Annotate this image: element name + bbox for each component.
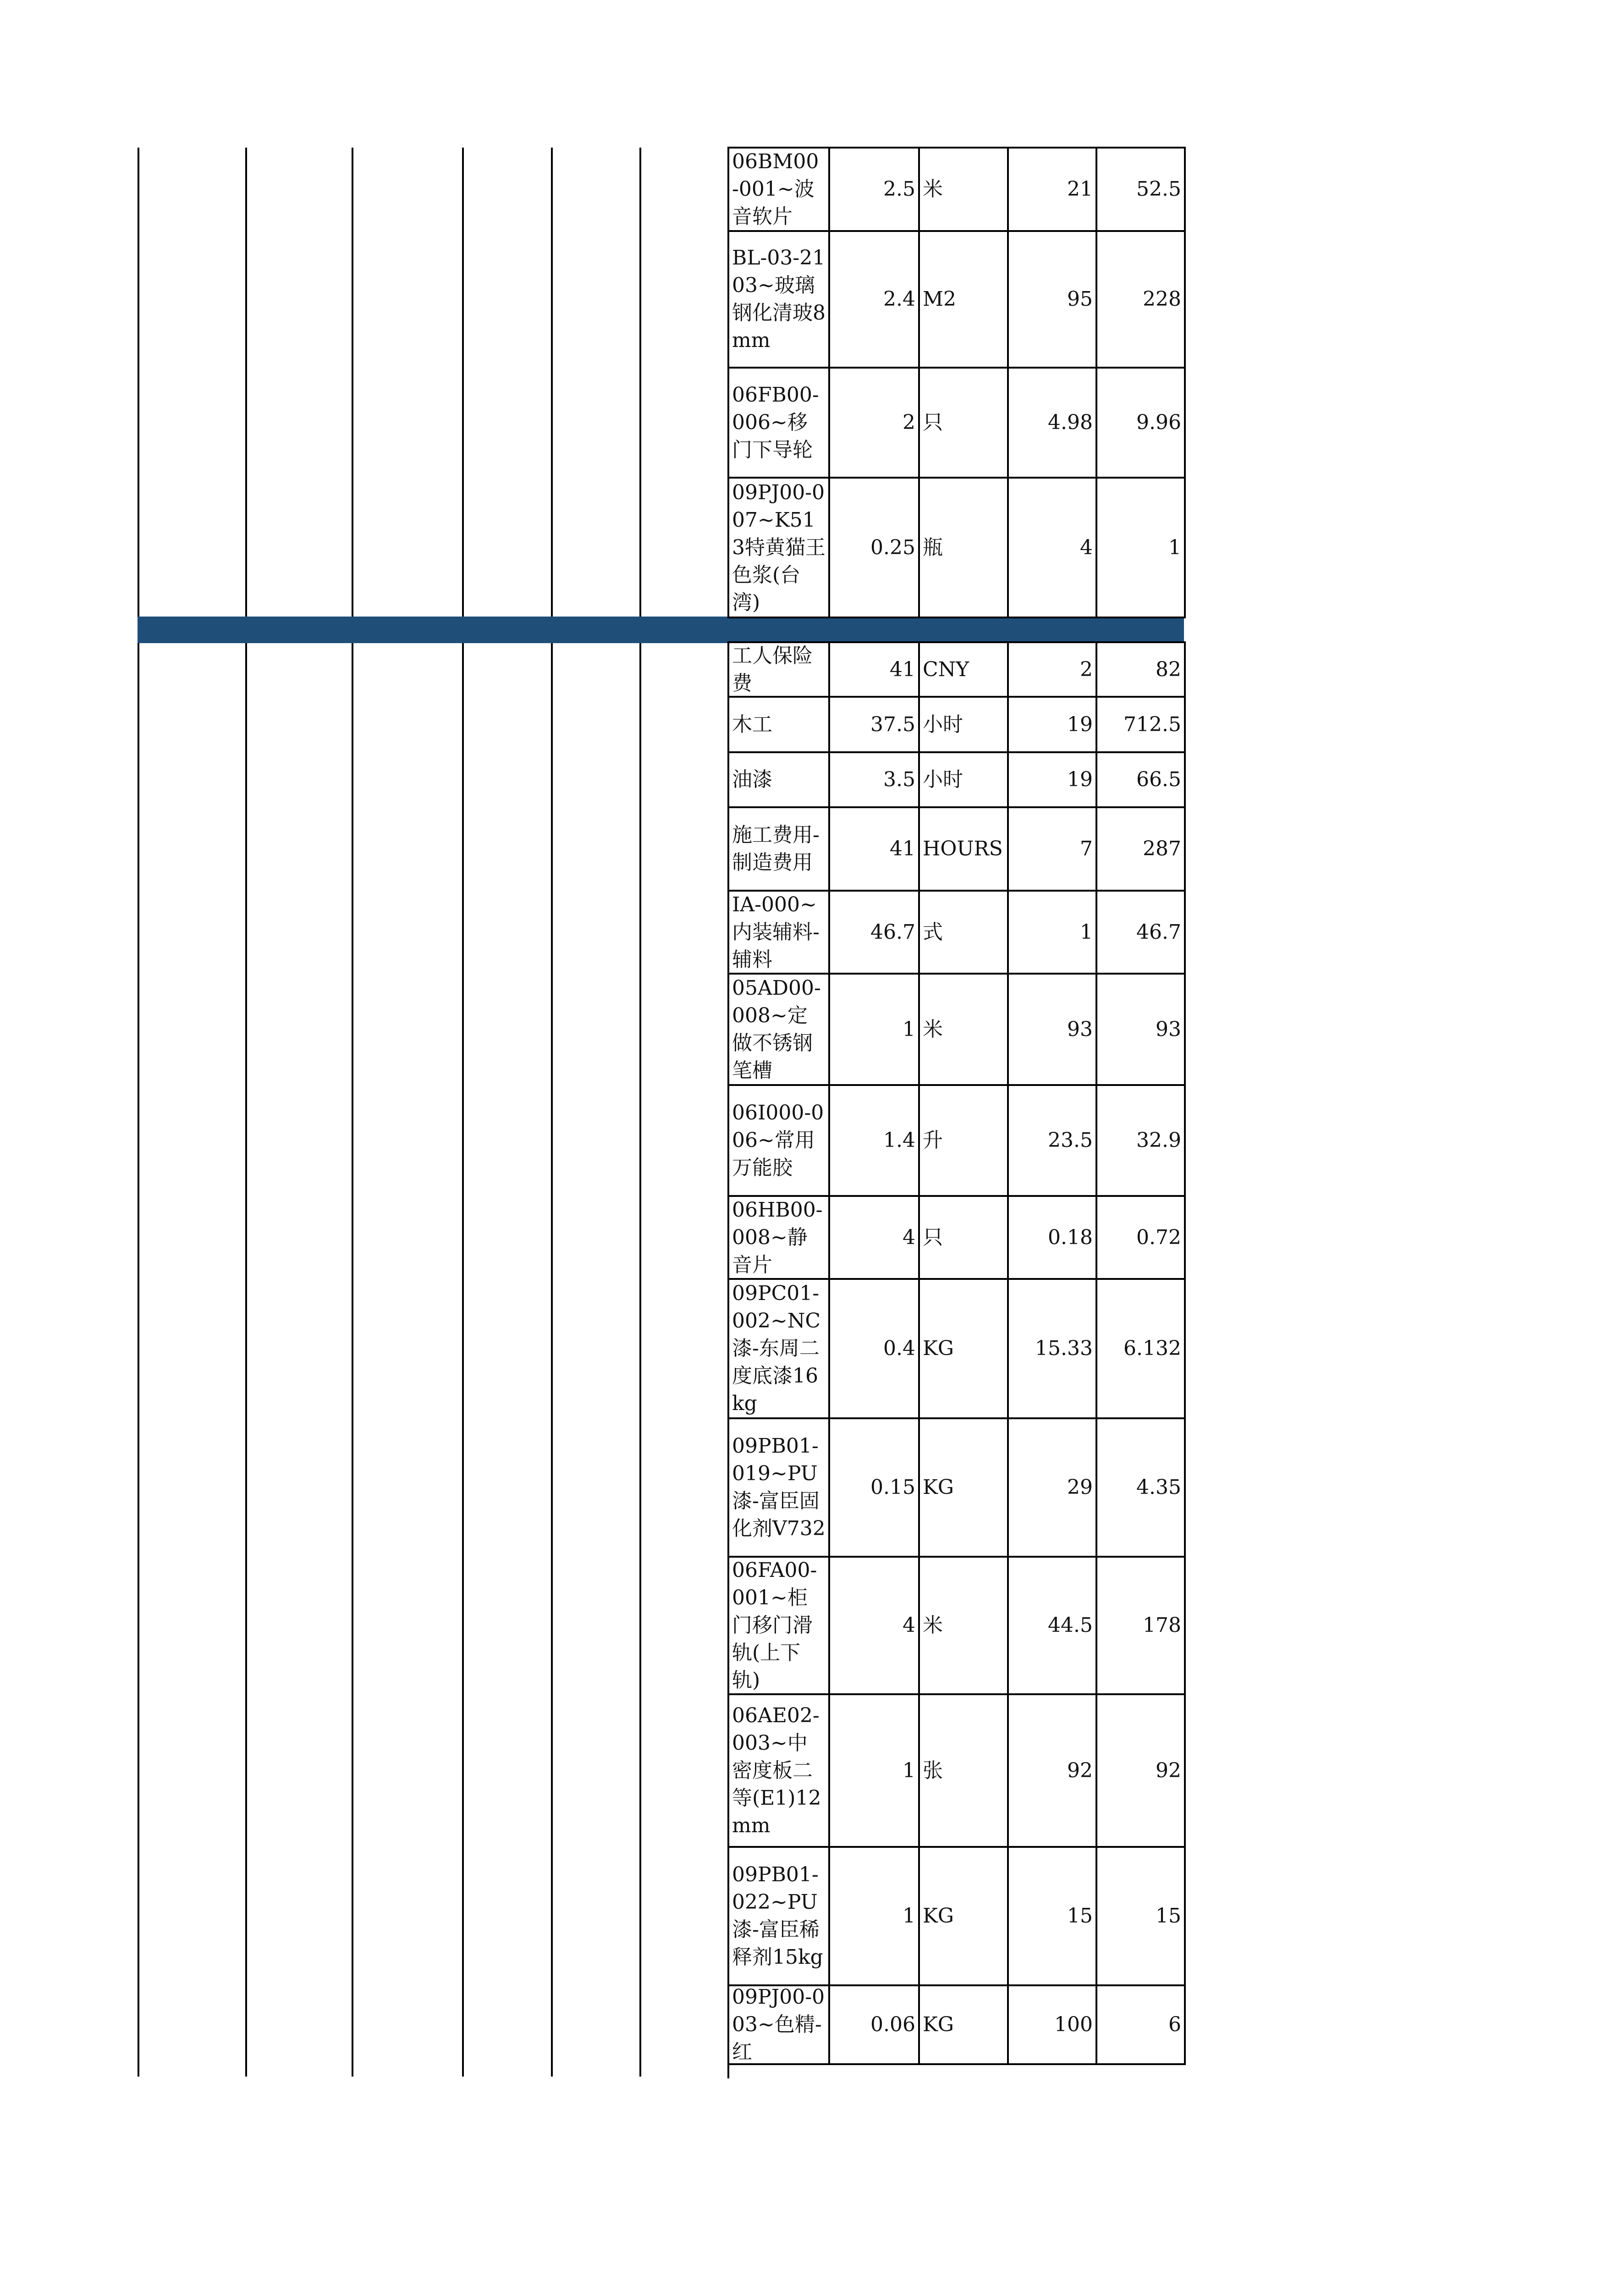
table-row xyxy=(729,1197,1186,1280)
unit-price-cell xyxy=(1009,1086,1097,1197)
column-line xyxy=(462,148,464,2077)
quantity-cell xyxy=(830,369,920,479)
amount-cell xyxy=(1097,1197,1186,1280)
unit-price-cell-text: 1 xyxy=(1080,920,1093,944)
quantity-cell-text: 1.4 xyxy=(883,1129,915,1152)
quantity-cell xyxy=(830,1419,920,1558)
item-cell xyxy=(729,232,830,369)
unit-cell xyxy=(920,1848,1009,1986)
unit-cell xyxy=(920,1086,1009,1197)
item-cell xyxy=(729,808,830,892)
unit-price-cell-text: 4 xyxy=(1080,535,1093,559)
unit-price-cell xyxy=(1009,892,1097,975)
unit-price-cell-text: 19 xyxy=(1067,712,1093,736)
quantity-cell xyxy=(830,1848,920,1986)
item-cell xyxy=(729,1197,830,1280)
item-table-section-a xyxy=(727,147,1186,618)
unit-cell xyxy=(920,149,1009,232)
unit-cell-text: KG xyxy=(923,1476,954,1499)
quantity-cell-text: 1 xyxy=(903,1758,915,1782)
unit-price-cell-text: 44.5 xyxy=(1048,1614,1093,1637)
quantity-cell xyxy=(830,1695,920,1848)
quantity-cell-text: 1 xyxy=(903,1904,915,1928)
item-cell xyxy=(729,753,830,808)
unit-cell xyxy=(920,1695,1009,1848)
item-cell-text: IA-000~内装辅料-辅料 xyxy=(732,893,820,971)
column-line xyxy=(352,148,353,2077)
quantity-cell-text: 41 xyxy=(890,657,915,681)
unit-price-cell-text: 21 xyxy=(1067,177,1093,201)
quantity-cell xyxy=(830,149,920,232)
unit-price-cell xyxy=(1009,1197,1097,1280)
quantity-cell xyxy=(830,892,920,975)
amount-cell xyxy=(1097,808,1186,892)
amount-cell-text: 4.35 xyxy=(1136,1476,1181,1499)
quantity-cell-text: 0.15 xyxy=(870,1476,915,1499)
unit-cell xyxy=(920,808,1009,892)
column-line xyxy=(551,148,553,2077)
unit-price-cell-text: 4.98 xyxy=(1048,411,1093,434)
quantity-cell xyxy=(830,643,920,698)
amount-cell-text: 46.7 xyxy=(1136,920,1181,944)
table-row xyxy=(729,1558,1186,1695)
unit-cell-text: 米 xyxy=(923,1017,943,1041)
quantity-cell-text: 0.06 xyxy=(870,2013,915,2036)
table-row xyxy=(729,753,1186,808)
item-cell-text: 油漆 xyxy=(732,768,772,791)
amount-cell xyxy=(1097,369,1186,479)
unit-cell-text: M2 xyxy=(923,287,957,311)
amount-cell xyxy=(1097,232,1186,369)
unit-cell-text: 只 xyxy=(923,411,943,434)
amount-cell-text: 6.132 xyxy=(1123,1337,1181,1360)
item-cell-text: 09PB01-022~PU漆-富臣稀释剂15kg xyxy=(732,1863,823,1969)
quantity-cell-text: 0.4 xyxy=(883,1337,915,1360)
item-cell-text: 06FA00-001~柜门移门滑轨(上下轨) xyxy=(732,1559,817,1692)
unit-price-cell xyxy=(1009,1419,1097,1558)
unit-price-cell xyxy=(1009,1986,1097,2065)
amount-cell xyxy=(1097,892,1186,975)
unit-price-cell xyxy=(1009,479,1097,618)
item-cell xyxy=(729,1280,830,1419)
table-row xyxy=(729,892,1186,975)
amount-cell xyxy=(1097,975,1186,1086)
unit-cell xyxy=(920,1558,1009,1695)
quantity-cell-text: 2.5 xyxy=(883,177,915,201)
amount-cell-text: 32.9 xyxy=(1136,1129,1181,1152)
unit-price-cell-text: 15 xyxy=(1067,1904,1093,1928)
unit-price-cell-text: 23.5 xyxy=(1048,1129,1093,1152)
table-row xyxy=(729,1848,1186,1986)
item-cell xyxy=(729,1558,830,1695)
quantity-cell xyxy=(830,753,920,808)
unit-cell xyxy=(920,753,1009,808)
quantity-cell-text: 41 xyxy=(890,837,915,860)
table-row xyxy=(729,1986,1186,2065)
unit-cell-text: 米 xyxy=(923,177,943,201)
unit-price-cell xyxy=(1009,1558,1097,1695)
amount-cell-text: 1 xyxy=(1168,535,1181,559)
unit-price-cell-text: 100 xyxy=(1054,2013,1093,2036)
quantity-cell-text: 4 xyxy=(903,1614,915,1637)
amount-cell xyxy=(1097,149,1186,232)
table-row xyxy=(729,369,1186,479)
unit-cell-text: CNY xyxy=(923,657,969,681)
unit-cell-text: 只 xyxy=(923,1225,943,1249)
item-cell xyxy=(729,1086,830,1197)
item-cell-text: 06I000-006~常用万能胶 xyxy=(732,1101,824,1179)
unit-cell xyxy=(920,369,1009,479)
unit-price-cell xyxy=(1009,975,1097,1086)
item-cell xyxy=(729,479,830,618)
quantity-cell xyxy=(830,1086,920,1197)
quantity-cell xyxy=(830,479,920,618)
item-cell-text: 09PJ00-003~色精-红 xyxy=(732,1986,825,2064)
item-cell xyxy=(729,975,830,1086)
table-row xyxy=(729,643,1186,698)
unit-price-cell-text: 95 xyxy=(1067,287,1093,311)
unit-cell xyxy=(920,1197,1009,1280)
unit-price-cell xyxy=(1009,1280,1097,1419)
unit-cell-text: 式 xyxy=(923,920,943,944)
quantity-cell-text: 3.5 xyxy=(883,768,915,791)
table-row xyxy=(729,975,1186,1086)
amount-cell-text: 93 xyxy=(1156,1017,1181,1041)
item-cell xyxy=(729,643,830,698)
column-line xyxy=(138,148,139,2077)
unit-price-cell-text: 0.18 xyxy=(1048,1225,1093,1249)
item-cell xyxy=(729,369,830,479)
amount-cell xyxy=(1097,1419,1186,1558)
unit-price-cell-text: 93 xyxy=(1067,1017,1093,1041)
unit-cell-text: KG xyxy=(923,1904,954,1928)
unit-price-cell xyxy=(1009,698,1097,753)
unit-cell xyxy=(920,975,1009,1086)
unit-price-cell-text: 29 xyxy=(1067,1476,1093,1499)
table-row xyxy=(729,808,1186,892)
unit-cell xyxy=(920,1419,1009,1558)
unit-price-cell xyxy=(1009,643,1097,698)
amount-cell-text: 82 xyxy=(1156,657,1181,681)
unit-price-cell xyxy=(1009,808,1097,892)
unit-cell-text: 米 xyxy=(923,1614,943,1637)
unit-cell-text: HOURS xyxy=(923,837,1003,860)
column-line xyxy=(639,148,641,2077)
unit-price-cell xyxy=(1009,149,1097,232)
item-cell-text: 施工费用-制造费用 xyxy=(732,823,820,874)
unit-cell-text: KG xyxy=(923,2013,954,2036)
unit-price-cell-text: 2 xyxy=(1080,657,1093,681)
unit-cell xyxy=(920,643,1009,698)
item-cell-text: 09PC01-002~NC漆-东周二度底漆16kg xyxy=(732,1282,821,1415)
unit-cell-text: 小时 xyxy=(923,712,963,736)
quantity-cell xyxy=(830,1558,920,1695)
amount-cell-text: 287 xyxy=(1143,837,1181,860)
quantity-cell-text: 46.7 xyxy=(870,920,915,944)
amount-cell xyxy=(1097,1558,1186,1695)
unit-cell-text: KG xyxy=(923,1337,954,1360)
section-band xyxy=(138,617,1184,643)
table-row xyxy=(729,698,1186,753)
table-row xyxy=(729,232,1186,369)
quantity-cell xyxy=(830,808,920,892)
table-row xyxy=(729,1086,1186,1197)
unit-price-cell-text: 15.33 xyxy=(1035,1337,1093,1360)
quantity-cell-text: 1 xyxy=(903,1017,915,1041)
item-cell-text: 09PJ00-007~K513特黄猫王色浆(台湾) xyxy=(732,480,826,614)
amount-cell xyxy=(1097,753,1186,808)
item-cell xyxy=(729,698,830,753)
quantity-cell-text: 2.4 xyxy=(883,287,915,311)
item-cell-text: 工人保险费 xyxy=(732,644,813,695)
item-cell-text: 06AE02-003~中密度板二等(E1)12mm xyxy=(732,1703,821,1837)
quantity-cell-text: 0.25 xyxy=(870,535,915,559)
quantity-cell-text: 4 xyxy=(903,1225,915,1249)
unit-price-cell-text: 19 xyxy=(1067,768,1093,791)
unit-price-cell xyxy=(1009,1695,1097,1848)
item-cell xyxy=(729,892,830,975)
quantity-cell xyxy=(830,1986,920,2065)
quantity-cell-text: 37.5 xyxy=(870,712,915,736)
amount-cell xyxy=(1097,1086,1186,1197)
item-cell xyxy=(729,1848,830,1986)
unit-cell xyxy=(920,1280,1009,1419)
unit-cell xyxy=(920,892,1009,975)
quantity-cell xyxy=(830,1197,920,1280)
amount-cell-text: 228 xyxy=(1143,287,1181,311)
column-line xyxy=(245,148,247,2077)
amount-cell-text: 15 xyxy=(1156,1904,1181,1928)
unit-price-cell-text: 92 xyxy=(1067,1758,1093,1782)
unit-price-cell xyxy=(1009,232,1097,369)
unit-cell-text: 升 xyxy=(923,1129,943,1152)
amount-cell-text: 712.5 xyxy=(1123,712,1181,736)
amount-cell-text: 52.5 xyxy=(1136,177,1181,201)
table-row xyxy=(729,1419,1186,1558)
unit-cell-text: 小时 xyxy=(923,768,963,791)
item-cell xyxy=(729,1986,830,2065)
item-cell-text: 05AD00-008~定做不锈钢笔槽 xyxy=(732,976,821,1082)
item-cell-text: 09PB01-019~PU漆-富臣固化剂V732 xyxy=(732,1434,826,1540)
quantity-cell xyxy=(830,975,920,1086)
amount-cell-text: 0.72 xyxy=(1136,1225,1181,1249)
amount-cell xyxy=(1097,1848,1186,1986)
amount-cell-text: 178 xyxy=(1143,1614,1181,1637)
quantity-cell xyxy=(830,698,920,753)
item-cell-text: BL-03-2103~玻璃钢化清玻8mm xyxy=(732,246,826,352)
unit-cell xyxy=(920,1986,1009,2065)
table-row xyxy=(729,1280,1186,1419)
table-row xyxy=(729,479,1186,618)
amount-cell xyxy=(1097,1695,1186,1848)
amount-cell xyxy=(1097,1280,1186,1419)
item-cell-text: 06HB00-008~静音片 xyxy=(732,1198,823,1277)
item-table-section-b xyxy=(727,641,1186,2078)
item-cell xyxy=(729,1695,830,1848)
amount-cell xyxy=(1097,479,1186,618)
amount-cell xyxy=(1097,1986,1186,2065)
item-cell-text: 06FB00-006~移门下导轮 xyxy=(732,383,819,462)
amount-cell-text: 66.5 xyxy=(1136,768,1181,791)
unit-price-cell xyxy=(1009,753,1097,808)
item-cell-text: 06BM00-001~波音软片 xyxy=(732,150,819,228)
unit-price-cell xyxy=(1009,369,1097,479)
item-cell xyxy=(729,149,830,232)
unit-cell xyxy=(920,698,1009,753)
unit-cell xyxy=(920,232,1009,369)
unit-cell-text: 瓶 xyxy=(923,535,943,559)
unit-price-cell-text: 7 xyxy=(1080,837,1093,860)
quantity-cell xyxy=(830,232,920,369)
quantity-cell-text: 2 xyxy=(903,411,915,434)
amount-cell xyxy=(1097,698,1186,753)
item-cell-text: 木工 xyxy=(732,712,772,736)
unit-cell-text: 张 xyxy=(923,1758,943,1782)
unit-cell xyxy=(920,479,1009,618)
amount-cell-text: 6 xyxy=(1168,2013,1181,2036)
quantity-cell xyxy=(830,1280,920,1419)
amount-cell xyxy=(1097,643,1186,698)
table-row xyxy=(729,149,1186,232)
amount-cell-text: 9.96 xyxy=(1136,411,1181,434)
amount-cell-text: 92 xyxy=(1156,1758,1181,1782)
item-cell xyxy=(729,1419,830,1558)
table-row xyxy=(729,1695,1186,1848)
unit-price-cell xyxy=(1009,1848,1097,1986)
